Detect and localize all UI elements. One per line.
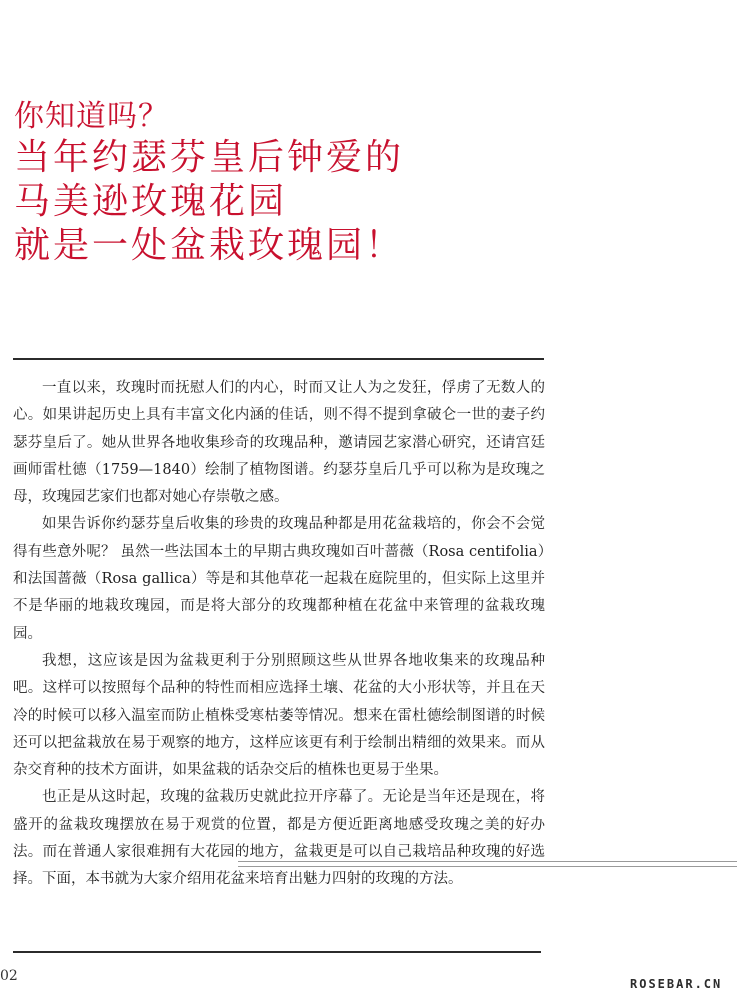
paragraph: 也正是从这时起，玫瑰的盆栽历史就此拉开序幕了。无论是当年还是现在，将盛开的盆栽玫瑰摆放在易于观赏的位置，都是方便近距离地感受玫瑰之美的好办法。而在普通人家很难拥有大花园的地方，盆栽更是可以自己栽培品种玫瑰的好选择。下面，本书就为大家介绍用花盆来培育出魅力四射的玫瑰的方法。 bbox=[13, 789, 545, 888]
headline-line: 就是一处盆栽玫瑰园！ bbox=[14, 225, 405, 266]
headline-line: 马美逊玫瑰花园 bbox=[14, 181, 288, 222]
watermark: ROSEBAR.CN bbox=[630, 977, 723, 991]
bottom-rule bbox=[13, 951, 541, 953]
body-text bbox=[13, 375, 545, 894]
paragraph: 一直以来，玫瑰时而抚慰人们的内心，时而又让人为之发狂，俘虏了无数人的心。如果讲起历史上具有丰富文化内涵的佳话，则不得不提到拿破仑一世的妻子约瑟芬皇后了。她从世界各地收集珍奇的玫瑰品种，邀请园艺家潜心研究，还请宫廷画师雷杜德（1759—1840）绘制了植物图谱。约瑟芬皇后几乎可以称为是玫瑰之母，玫瑰园艺家们也都对她心存崇敬之感。 bbox=[13, 380, 545, 506]
headline-kicker: 你知道吗？ bbox=[14, 99, 169, 134]
scan-line bbox=[238, 866, 737, 867]
headline-line: 当年约瑟芬皇后钟爱的 bbox=[14, 137, 405, 178]
scan-line bbox=[238, 861, 737, 862]
headline bbox=[14, 98, 404, 268]
paragraph: 我想，这应该是因为盆栽更利于分别照顾这些从世界各地收集来的玫瑰品种吧。这样可以按照每个品种的特性而相应选择土壤、花盆的大小形状等，并且在天冷的时候可以移入温室而防止植株受寒枯萎等情况。想来在雷杜德绘制图谱的时候还可以把盆栽放在易于观察的地方，这样应该更有利于绘制出精细的效果来。而从杂交育种的技术方面讲，如果盆栽的话杂交后的植株也更易于坐果。 bbox=[13, 652, 545, 779]
top-rule bbox=[13, 358, 544, 360]
page-number: 02 bbox=[0, 968, 18, 984]
paragraph: 如果告诉你约瑟芬皇后收集的珍贵的玫瑰品种都是用花盆栽培的，你会不会觉得有些意外呢？ 虽然一些法国本土的早期古典玫瑰如百叶蔷薇（Rosa centifolia）和法国蔷薇（Rosa gallica）等是和其他草花一起栽在庭院里的，但实际上这里并不是华丽的地栽玫瑰园，而是将大部分的玫瑰都种植在花盆中来管理的盆栽玫瑰园。 bbox=[13, 516, 545, 642]
